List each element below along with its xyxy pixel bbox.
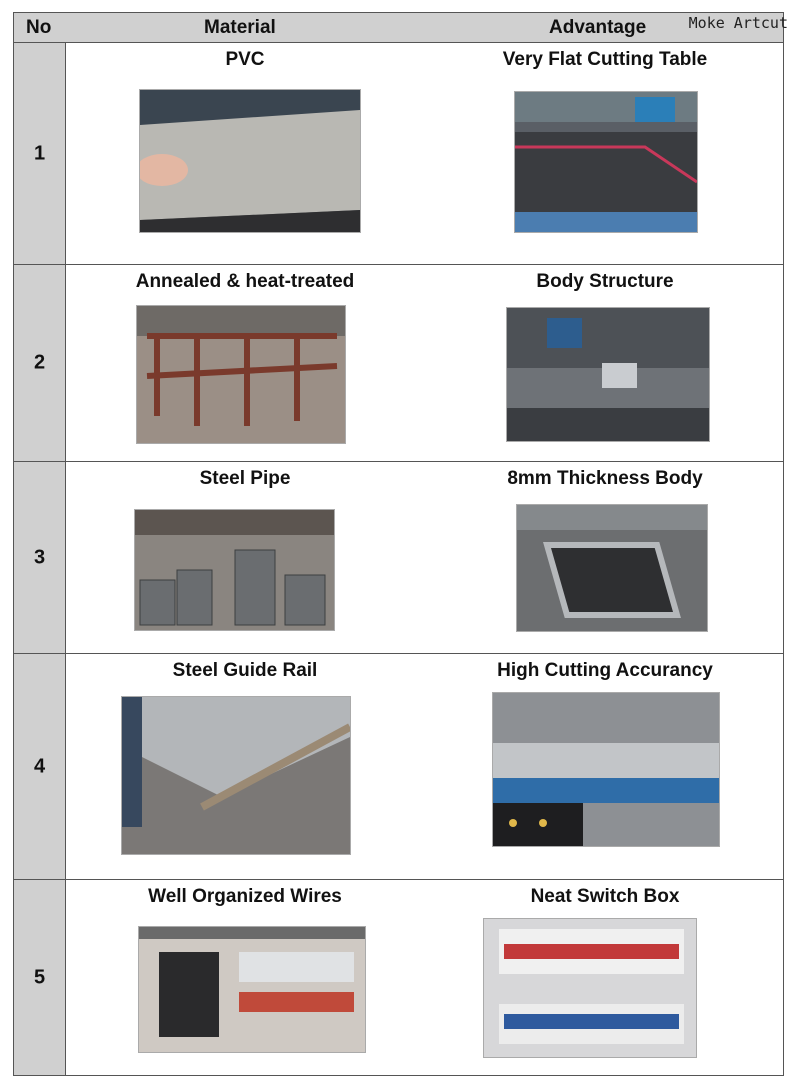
row-number-cell	[14, 880, 66, 1075]
table-row	[13, 654, 784, 880]
row-number-cell	[14, 654, 66, 879]
cutting-accuracy-photo	[492, 692, 720, 847]
row-number-cell	[14, 265, 66, 461]
row-number-cell	[14, 43, 66, 264]
pvc-table-photo	[139, 89, 361, 233]
guide-rail-photo	[121, 696, 351, 855]
annealed-frame-photo	[136, 305, 346, 444]
body-structure-photo	[506, 307, 710, 442]
table-row	[13, 265, 784, 462]
material-title: Steel Pipe	[199, 468, 291, 489]
header-material: Material	[204, 17, 276, 38]
material-title: Annealed & heat-treated	[135, 271, 355, 292]
row-number-cell	[14, 462, 66, 653]
row-number: 5	[33, 966, 46, 988]
advantage-title: Neat Switch Box	[530, 886, 680, 907]
header-advantage: Advantage	[549, 17, 647, 38]
watermark: Moke Artcut	[688, 14, 788, 32]
switch-box-photo	[483, 918, 697, 1058]
row-number: 2	[33, 351, 46, 374]
table-row	[13, 880, 784, 1076]
row-number: 3	[33, 546, 46, 568]
flat-cutting-table-photo	[514, 91, 698, 233]
advantage-title: Body Structure	[536, 271, 674, 292]
advantage-title: High Cutting Accurancy	[497, 660, 713, 681]
row-number: 1	[33, 142, 46, 164]
table-header	[13, 12, 784, 43]
table-row	[13, 462, 784, 654]
steel-pipe-photo	[134, 509, 335, 631]
advantage-title: Very Flat Cutting Table	[502, 49, 708, 70]
thick-body-photo	[516, 504, 708, 632]
material-title: Steel Guide Rail	[172, 660, 318, 681]
organized-wires-photo	[138, 926, 366, 1053]
table-row	[13, 43, 784, 265]
header-no: No	[26, 17, 52, 38]
material-title: Well Organized Wires	[148, 886, 342, 907]
material-title: PVC	[225, 49, 265, 70]
row-number: 4	[33, 755, 46, 777]
advantage-title: 8mm Thickness Body	[507, 468, 703, 489]
